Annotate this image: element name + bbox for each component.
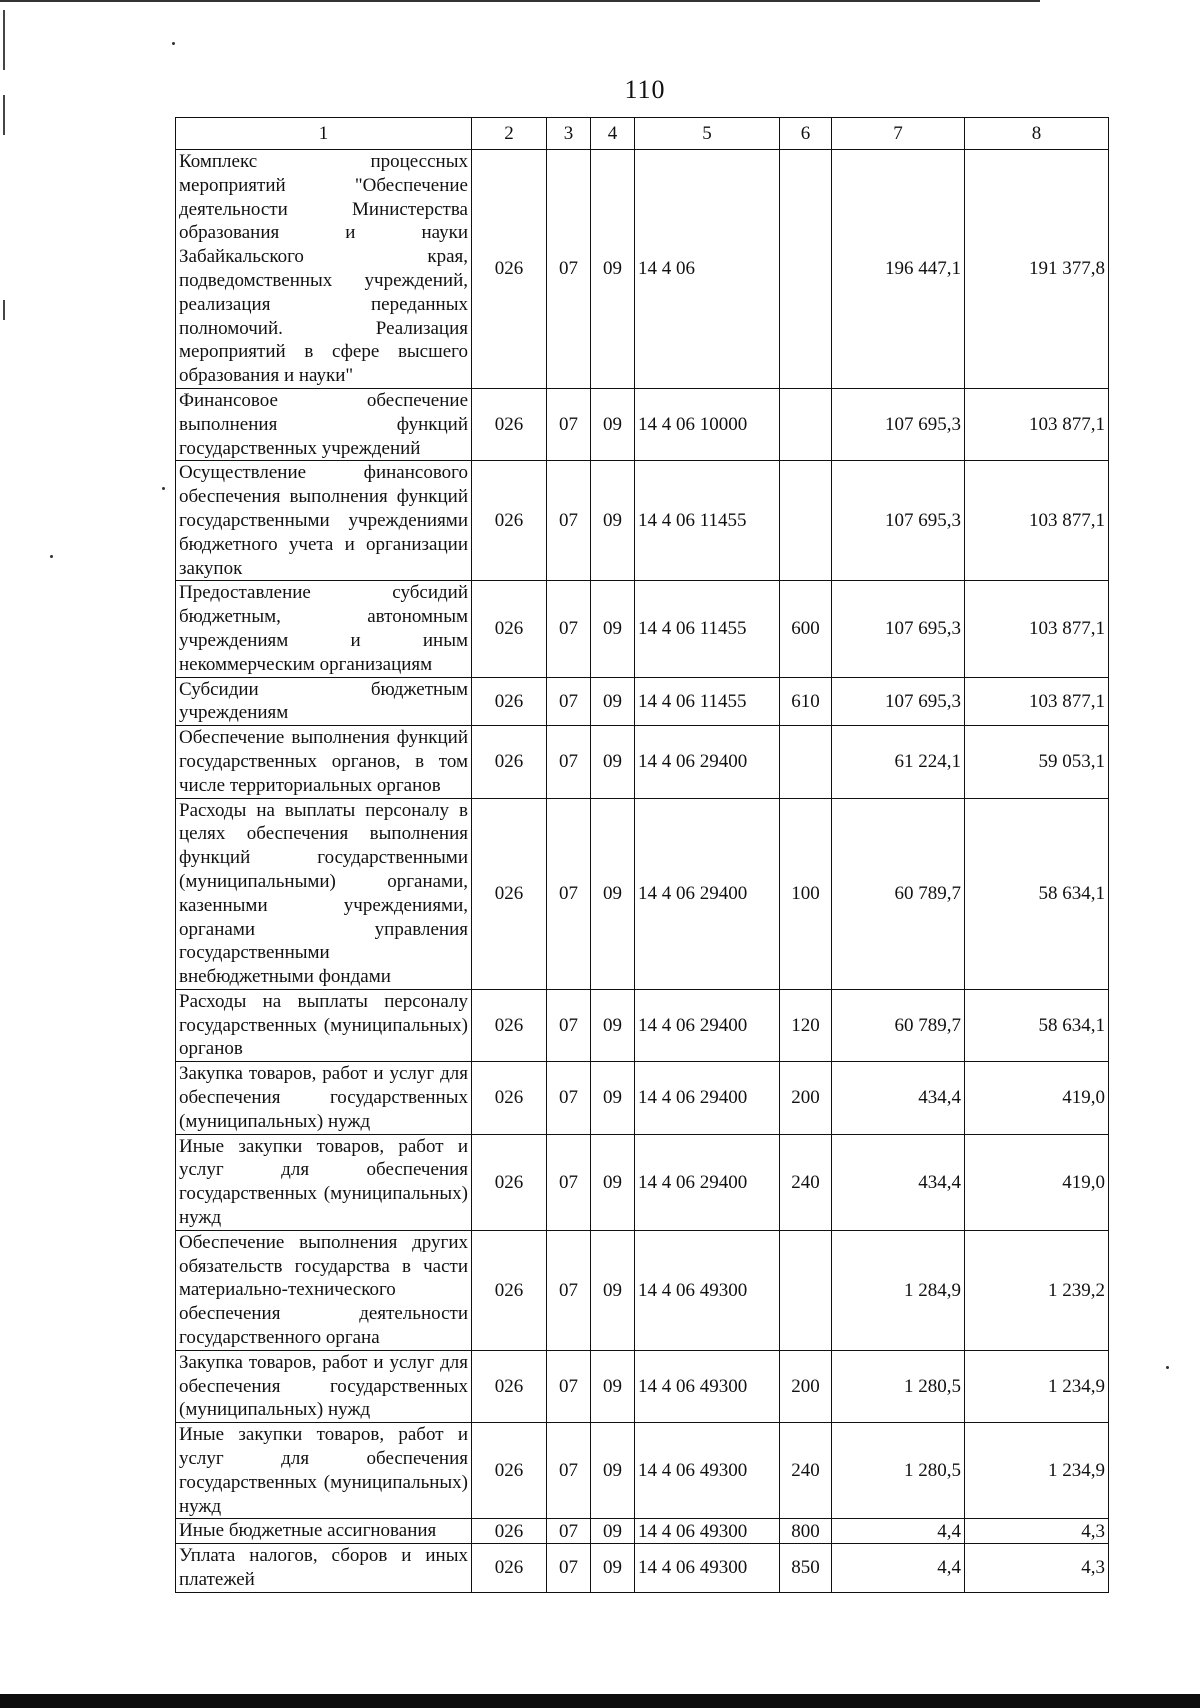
cell-ministry-code: 026 bbox=[472, 388, 547, 460]
budget-table bbox=[175, 117, 1109, 1593]
row-description: Иные закупки товаров, работ и услуг для обеспечения государственных (муниципальных) нужд bbox=[176, 1423, 472, 1519]
cell-amount-col8: 103 877,1 bbox=[965, 388, 1109, 460]
table-row bbox=[176, 461, 1109, 581]
cell-target-article: 14 4 06 49300 bbox=[635, 1230, 780, 1350]
cell-ministry-code: 026 bbox=[472, 677, 547, 726]
cell-section: 07 bbox=[547, 1062, 591, 1134]
cell-section: 07 bbox=[547, 388, 591, 460]
cell-target-article: 14 4 06 bbox=[635, 150, 780, 389]
cell-expense-type bbox=[780, 461, 832, 581]
row-description: Предоставление субсидий бюджетным, автономным учреждениям и иным некоммерческим организациям bbox=[176, 581, 472, 677]
cell-subsection: 09 bbox=[591, 388, 635, 460]
cell-amount-col8: 58 634,1 bbox=[965, 798, 1109, 989]
cell-expense-type: 240 bbox=[780, 1134, 832, 1230]
cell-subsection: 09 bbox=[591, 1134, 635, 1230]
cell-amount-col7: 107 695,3 bbox=[832, 581, 965, 677]
row-description: Иные закупки товаров, работ и услуг для обеспечения государственных (муниципальных) нужд bbox=[176, 1134, 472, 1230]
cell-amount-col8: 1 234,9 bbox=[965, 1350, 1109, 1422]
row-description: Уплата налогов, сборов и иных платежей bbox=[176, 1544, 472, 1593]
cell-amount-col7: 4,4 bbox=[832, 1544, 965, 1593]
cell-amount-col8: 1 239,2 bbox=[965, 1230, 1109, 1350]
cell-section: 07 bbox=[547, 1134, 591, 1230]
cell-amount-col7: 434,4 bbox=[832, 1062, 965, 1134]
cell-subsection: 09 bbox=[591, 1230, 635, 1350]
cell-target-article: 14 4 06 11455 bbox=[635, 461, 780, 581]
scan-speck bbox=[162, 487, 165, 490]
column-header: 7 bbox=[832, 118, 965, 150]
cell-subsection: 09 bbox=[591, 461, 635, 581]
cell-subsection: 09 bbox=[591, 1544, 635, 1593]
cell-ministry-code: 026 bbox=[472, 798, 547, 989]
cell-subsection: 09 bbox=[591, 726, 635, 798]
cell-amount-col7: 1 280,5 bbox=[832, 1350, 965, 1422]
cell-ministry-code: 026 bbox=[472, 989, 547, 1061]
cell-subsection: 09 bbox=[591, 1062, 635, 1134]
cell-expense-type bbox=[780, 1230, 832, 1350]
cell-amount-col8: 103 877,1 bbox=[965, 677, 1109, 726]
cell-target-article: 14 4 06 29400 bbox=[635, 726, 780, 798]
cell-expense-type: 200 bbox=[780, 1350, 832, 1422]
cell-section: 07 bbox=[547, 150, 591, 389]
row-description: Закупка товаров, работ и услуг для обеспечения государственных (муниципальных) нужд bbox=[176, 1062, 472, 1134]
cell-amount-col7: 60 789,7 bbox=[832, 989, 965, 1061]
cell-target-article: 14 4 06 11455 bbox=[635, 677, 780, 726]
cell-amount-col7: 107 695,3 bbox=[832, 461, 965, 581]
cell-expense-type bbox=[780, 726, 832, 798]
table-header-row bbox=[176, 118, 1109, 150]
row-description: Осуществление финансового обеспечения выполнения функций государственными учреждениями бюджетного учета и организации закупок bbox=[176, 461, 472, 581]
cell-ministry-code: 026 bbox=[472, 1350, 547, 1422]
table-row bbox=[176, 1062, 1109, 1134]
cell-section: 07 bbox=[547, 1423, 591, 1519]
table-row bbox=[176, 388, 1109, 460]
cell-target-article: 14 4 06 49300 bbox=[635, 1423, 780, 1519]
table-row bbox=[176, 1350, 1109, 1422]
cell-section: 07 bbox=[547, 726, 591, 798]
cell-amount-col7: 60 789,7 bbox=[832, 798, 965, 989]
column-header: 3 bbox=[547, 118, 591, 150]
cell-amount-col7: 196 447,1 bbox=[832, 150, 965, 389]
cell-amount-col8: 59 053,1 bbox=[965, 726, 1109, 798]
cell-subsection: 09 bbox=[591, 1423, 635, 1519]
table-body bbox=[176, 150, 1109, 1593]
cell-ministry-code: 026 bbox=[472, 581, 547, 677]
cell-amount-col7: 1 284,9 bbox=[832, 1230, 965, 1350]
column-header: 6 bbox=[780, 118, 832, 150]
row-description: Обеспечение выполнения функций государственных органов, в том числе территориальных органов bbox=[176, 726, 472, 798]
cell-target-article: 14 4 06 11455 bbox=[635, 581, 780, 677]
row-description: Обеспечение выполнения других обязательств государства в части материально-технического обеспечения деятельности государственного органа bbox=[176, 1230, 472, 1350]
table-row bbox=[176, 581, 1109, 677]
scan-speck bbox=[50, 555, 53, 558]
cell-subsection: 09 bbox=[591, 581, 635, 677]
cell-amount-col8: 4,3 bbox=[965, 1519, 1109, 1544]
cell-amount-col8: 419,0 bbox=[965, 1134, 1109, 1230]
cell-amount-col7: 107 695,3 bbox=[832, 677, 965, 726]
cell-amount-col8: 1 234,9 bbox=[965, 1423, 1109, 1519]
cell-expense-type: 100 bbox=[780, 798, 832, 989]
cell-ministry-code: 026 bbox=[472, 1544, 547, 1593]
cell-expense-type bbox=[780, 150, 832, 389]
cell-amount-col8: 419,0 bbox=[965, 1062, 1109, 1134]
cell-expense-type: 240 bbox=[780, 1423, 832, 1519]
scan-left-edge bbox=[3, 10, 5, 70]
page-number: 110 bbox=[624, 75, 666, 104]
cell-section: 07 bbox=[547, 798, 591, 989]
scan-left-edge bbox=[3, 95, 5, 135]
cell-ministry-code: 026 bbox=[472, 726, 547, 798]
cell-subsection: 09 bbox=[591, 989, 635, 1061]
cell-target-article: 14 4 06 29400 bbox=[635, 1062, 780, 1134]
cell-ministry-code: 026 bbox=[472, 1423, 547, 1519]
cell-section: 07 bbox=[547, 989, 591, 1061]
cell-expense-type: 850 bbox=[780, 1544, 832, 1593]
cell-target-article: 14 4 06 29400 bbox=[635, 798, 780, 989]
cell-section: 07 bbox=[547, 461, 591, 581]
row-description: Комплекс процессных мероприятий "Обеспечение деятельности Министерства образования и науки Забайкальского края, подведомственных учреждений, реализация переданных полномочий. Реализация мероприятий в сфере высшего образования и науки" bbox=[176, 150, 472, 389]
column-header: 2 bbox=[472, 118, 547, 150]
scan-bottom-edge bbox=[0, 1694, 1200, 1708]
cell-target-article: 14 4 06 10000 bbox=[635, 388, 780, 460]
row-description: Иные бюджетные ассигнования bbox=[176, 1519, 472, 1544]
table-row bbox=[176, 1230, 1109, 1350]
cell-ministry-code: 026 bbox=[472, 1230, 547, 1350]
table-row bbox=[176, 989, 1109, 1061]
cell-amount-col8: 4,3 bbox=[965, 1544, 1109, 1593]
cell-amount-col7: 1 280,5 bbox=[832, 1423, 965, 1519]
cell-amount-col7: 4,4 bbox=[832, 1519, 965, 1544]
scan-speck bbox=[1166, 1366, 1169, 1369]
cell-target-article: 14 4 06 49300 bbox=[635, 1350, 780, 1422]
cell-subsection: 09 bbox=[591, 677, 635, 726]
cell-section: 07 bbox=[547, 1544, 591, 1593]
cell-amount-col7: 434,4 bbox=[832, 1134, 965, 1230]
cell-target-article: 14 4 06 29400 bbox=[635, 989, 780, 1061]
cell-subsection: 09 bbox=[591, 1519, 635, 1544]
row-description: Расходы на выплаты персоналу государственных (муниципальных) органов bbox=[176, 989, 472, 1061]
cell-section: 07 bbox=[547, 677, 591, 726]
table-row bbox=[176, 1519, 1109, 1544]
table-row bbox=[176, 726, 1109, 798]
column-header: 8 bbox=[965, 118, 1109, 150]
cell-section: 07 bbox=[547, 581, 591, 677]
column-header: 1 bbox=[176, 118, 472, 150]
cell-ministry-code: 026 bbox=[472, 150, 547, 389]
cell-subsection: 09 bbox=[591, 1350, 635, 1422]
cell-amount-col7: 61 224,1 bbox=[832, 726, 965, 798]
cell-ministry-code: 026 bbox=[472, 461, 547, 581]
cell-expense-type: 120 bbox=[780, 989, 832, 1061]
row-description: Субсидии бюджетным учреждениям bbox=[176, 677, 472, 726]
cell-amount-col8: 103 877,1 bbox=[965, 581, 1109, 677]
column-header: 4 bbox=[591, 118, 635, 150]
table-row bbox=[176, 1134, 1109, 1230]
cell-amount-col8: 191 377,8 bbox=[965, 150, 1109, 389]
cell-expense-type: 610 bbox=[780, 677, 832, 726]
cell-target-article: 14 4 06 29400 bbox=[635, 1134, 780, 1230]
cell-target-article: 14 4 06 49300 bbox=[635, 1544, 780, 1593]
row-description: Расходы на выплаты персоналу в целях обеспечения выполнения функций государственными (муниципальными) органами, казенными учреждениями, органами управления государственными внебюджетными фондами bbox=[176, 798, 472, 989]
cell-expense-type: 800 bbox=[780, 1519, 832, 1544]
table-row bbox=[176, 798, 1109, 989]
table-row bbox=[176, 1423, 1109, 1519]
cell-section: 07 bbox=[547, 1519, 591, 1544]
scan-top-edge bbox=[0, 0, 1040, 2]
row-description: Финансовое обеспечение выполнения функций государственных учреждений bbox=[176, 388, 472, 460]
cell-expense-type: 600 bbox=[780, 581, 832, 677]
scan-left-edge bbox=[3, 300, 5, 320]
cell-subsection: 09 bbox=[591, 798, 635, 989]
table-row bbox=[176, 1544, 1109, 1593]
row-description: Закупка товаров, работ и услуг для обеспечения государственных (муниципальных) нужд bbox=[176, 1350, 472, 1422]
cell-ministry-code: 026 bbox=[472, 1062, 547, 1134]
cell-amount-col8: 58 634,1 bbox=[965, 989, 1109, 1061]
scan-speck bbox=[172, 42, 175, 45]
cell-section: 07 bbox=[547, 1350, 591, 1422]
cell-subsection: 09 bbox=[591, 150, 635, 389]
table-row bbox=[176, 677, 1109, 726]
cell-section: 07 bbox=[547, 1230, 591, 1350]
cell-ministry-code: 026 bbox=[472, 1134, 547, 1230]
cell-ministry-code: 026 bbox=[472, 1519, 547, 1544]
cell-amount-col7: 107 695,3 bbox=[832, 388, 965, 460]
column-header: 5 bbox=[635, 118, 780, 150]
table-row bbox=[176, 150, 1109, 389]
cell-target-article: 14 4 06 49300 bbox=[635, 1519, 780, 1544]
cell-expense-type bbox=[780, 388, 832, 460]
cell-amount-col8: 103 877,1 bbox=[965, 461, 1109, 581]
cell-expense-type: 200 bbox=[780, 1062, 832, 1134]
